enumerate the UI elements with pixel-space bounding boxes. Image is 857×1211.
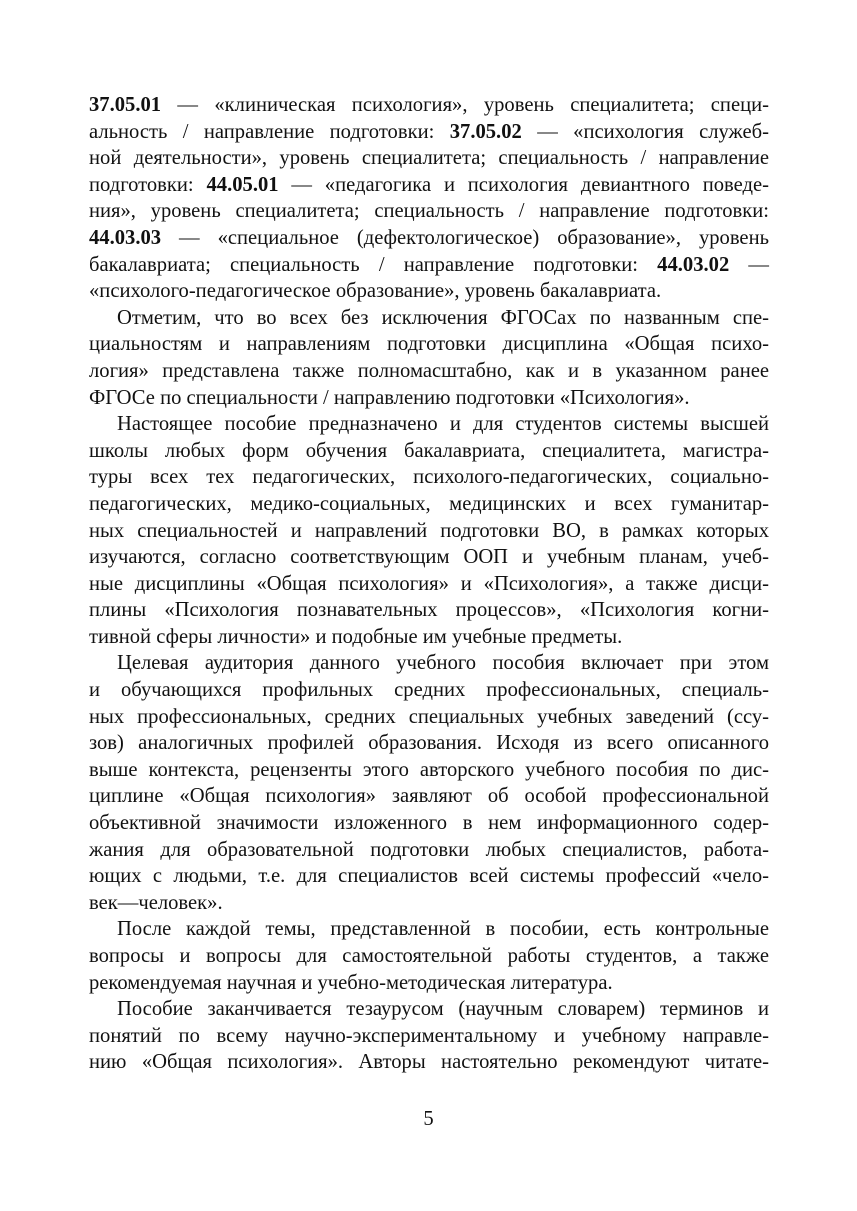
text-run: Пособие заканчивается тезаурусом (научным словарем) терминов и [117, 998, 769, 1021]
text-line [89, 172, 769, 199]
text-run: плины «Психология познавательных процессов», «Психология когни- [89, 599, 769, 622]
paragraph [89, 92, 769, 305]
text-line [89, 996, 769, 1023]
body-text [89, 92, 769, 1076]
text-run: ных профессиональных, средних специальных учебных заведений (ссу- [89, 705, 769, 728]
text-line [89, 890, 769, 917]
text-line [89, 518, 769, 545]
text-line [89, 544, 769, 571]
specialty-code: 44.03.02 [657, 253, 730, 276]
text-run: ния», уровень специалитета; специальность / направление подготовки: [89, 200, 769, 223]
text-run: ной деятельности», уровень специалитета; специальность / направление [89, 147, 769, 170]
text-line [89, 225, 769, 252]
text-run: школы любых форм обучения бакалавриата, специалитета, магистра- [89, 439, 769, 462]
text-run: жания для образовательной подготовки любых специалистов, работа- [89, 838, 769, 861]
text-run: век—человек». [89, 891, 223, 914]
paragraph [89, 650, 769, 916]
text-run: — [729, 253, 769, 276]
text-run: нию «Общая психология». Авторы настоятельно рекомендуют читате- [89, 1051, 769, 1074]
text-line [89, 305, 769, 332]
text-run: Целевая аудитория данного учебного пособия включает при этом [117, 652, 769, 675]
text-run: ФГОСе по специальности / направлению подготовки «Психология». [89, 386, 690, 409]
text-line [89, 916, 769, 943]
text-line [89, 145, 769, 172]
text-run: Настоящее пособие предназначено и для студентов системы высшей [117, 413, 769, 436]
specialty-code: 37.05.02 [449, 120, 522, 143]
text-run: туры всех тех педагогических, психолого-педагогических, социально- [89, 466, 769, 489]
text-line [89, 92, 769, 119]
text-line [89, 650, 769, 677]
specialty-code: 44.05.01 [206, 173, 279, 196]
text-line [89, 597, 769, 624]
text-run: изучаются, согласно соответствующим ООП и учебным планам, учеб- [89, 546, 769, 569]
text-run: подготовки: [89, 173, 207, 196]
text-run: Отметим, что во всех без исключения ФГОСах по названным спе- [117, 306, 769, 329]
text-run: — «педагогика и психология девиантного поведе- [278, 173, 769, 196]
text-line [89, 677, 769, 704]
text-run: ющих с людьми, т.е. для специалистов всей системы профессий «чело- [89, 865, 769, 888]
text-run: понятий по всему научно-экспериментальному и учебному направле- [89, 1024, 769, 1047]
text-run: выше контекста, рецензенты этого авторского учебного пособия по дис- [89, 758, 769, 781]
text-line [89, 863, 769, 890]
text-run: — «клиническая психология», уровень специалитета; специ- [161, 94, 769, 116]
text-line [89, 252, 769, 279]
text-line [89, 491, 769, 518]
text-line [89, 464, 769, 491]
text-run: циплине «Общая психология» заявляют об особой профессиональной [89, 785, 769, 808]
text-run: рекомендуемая научная и учебно-методическая литература. [89, 971, 613, 994]
text-line [89, 438, 769, 465]
specialty-code: 44.03.03 [89, 226, 162, 249]
text-line [89, 278, 769, 305]
specialty-code: 37.05.01 [89, 94, 162, 116]
page-number: 5 [423, 1108, 434, 1130]
text-run: логия» представлена также полномасштабно, как и в указанном ранее [89, 359, 769, 382]
paragraph [89, 411, 769, 650]
text-run: и обучающихся профильных средних профессиональных, специаль- [89, 679, 769, 702]
text-line [89, 837, 769, 864]
text-run: — «специальное (дефектологическое) образование», уровень [161, 226, 769, 249]
paragraph [89, 996, 769, 1076]
text-run: вопросы и вопросы для самостоятельной работы студентов, а также [89, 945, 769, 967]
text-line [89, 358, 769, 385]
text-line [89, 119, 769, 146]
text-line [89, 1049, 769, 1076]
text-run: альность / направление подготовки: [89, 120, 450, 143]
paragraph [89, 305, 769, 411]
text-line [89, 624, 769, 651]
text-line [89, 943, 769, 970]
text-run: тивной сферы личности» и подобные им учебные предметы. [89, 625, 623, 648]
text-run: — «психология служеб- [521, 120, 769, 143]
text-run: циальностям и направлениям подготовки дисциплина «Общая психо- [89, 333, 769, 356]
text-run: зов) аналогичных профилей образования. Исходя из всего описанного [89, 732, 769, 755]
text-run: ных специальностей и направлений подготовки ВО, в рамках которых [89, 519, 769, 542]
text-line [89, 198, 769, 225]
text-line [89, 411, 769, 438]
text-run: объективной значимости изложенного в нем информационного содер- [89, 812, 769, 835]
text-line [89, 1023, 769, 1050]
text-run: ные дисциплины «Общая психология» и «Психология», а также дисци- [89, 572, 769, 595]
text-run: «психолого-педагогическое образование», уровень бакалавриата. [89, 280, 662, 303]
text-line [89, 704, 769, 731]
text-line [89, 571, 769, 598]
text-line [89, 730, 769, 757]
text-run: педагогических, медико-социальных, медицинских и всех гуманитар- [89, 492, 769, 515]
text-run: бакалавриата; специальность / направление подготовки: [89, 253, 658, 276]
text-run: После каждой темы, представленной в пособии, есть контрольные [117, 918, 769, 941]
text-line [89, 331, 769, 358]
paragraph [89, 916, 769, 996]
text-line [89, 385, 769, 412]
text-line [89, 970, 769, 997]
text-line [89, 783, 769, 810]
text-line [89, 757, 769, 784]
text-line [89, 810, 769, 837]
